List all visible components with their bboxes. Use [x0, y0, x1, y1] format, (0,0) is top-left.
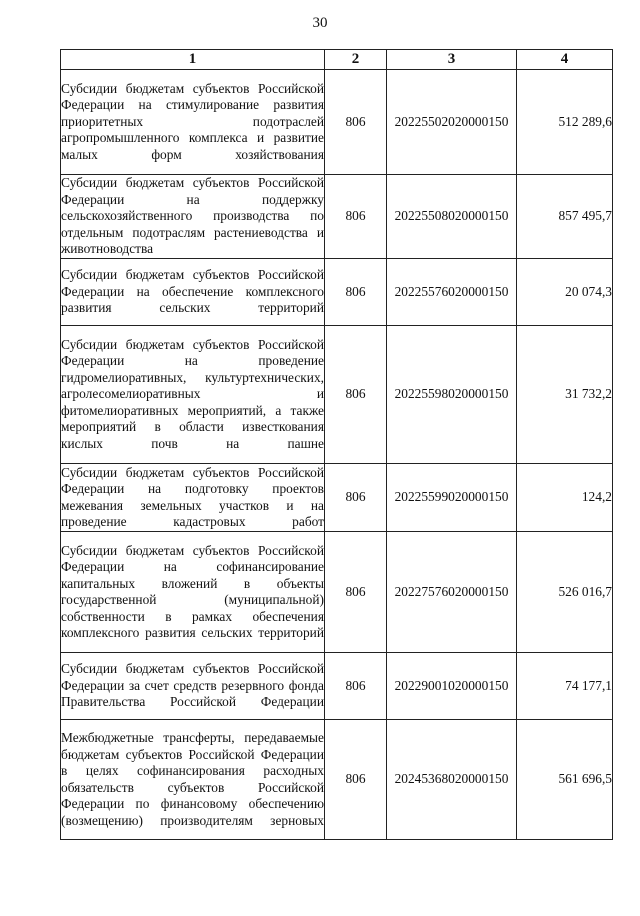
- row-amount: 512 289,6: [517, 70, 613, 175]
- row-description: Субсидии бюджетам субъектов Российской Федерации на подготовку проектов межевания земельных участков и на проведение кадастровых работ: [61, 464, 325, 532]
- row-admin-code: 806: [325, 720, 387, 840]
- row-admin-code: 806: [325, 70, 387, 175]
- row-description: Субсидии бюджетам субъектов Российской Федерации на проведение гидромелиоративных, культуртехнических, агролесомелиоративных и фитомелиоративных мероприятий, а также мероприятий в области известкования кислых почв на пашне: [61, 326, 325, 464]
- row-amount: 561 696,5: [517, 720, 613, 840]
- row-description: Межбюджетные трансферты, передаваемые бюджетам субъектов Российской Федерации в целях софинансирования расходных обязательств субъектов Российской Федерации по финансовому обеспечению (возмещению) производителям зерновых: [61, 720, 325, 840]
- row-description: Субсидии бюджетам субъектов Российской Федерации на софинансирование капитальных вложений в объекты государственной (муниципальной) собственности в рамках обеспечения комплексного развития сельских территорий: [61, 532, 325, 653]
- row-budget-code: 20225598020000150: [387, 326, 517, 464]
- row-amount: 857 495,7: [517, 175, 613, 259]
- row-admin-code: 806: [325, 326, 387, 464]
- table-header-row: [61, 50, 613, 70]
- row-amount: 124,2: [517, 464, 613, 532]
- row-description: Субсидии бюджетам субъектов Российской Федерации на стимулирование развития приоритетных подотраслей агропромышленного комплекса и развитие малых форм хозяйствования: [61, 70, 325, 175]
- table-row: [61, 720, 613, 840]
- row-budget-code: 20245368020000150: [387, 720, 517, 840]
- budget-revenue-table: [60, 49, 613, 840]
- row-admin-code: 806: [325, 532, 387, 653]
- row-admin-code: 806: [325, 259, 387, 326]
- row-budget-code: 20225508020000150: [387, 175, 517, 259]
- table-row: [61, 259, 613, 326]
- table-row: [61, 175, 613, 259]
- table-row: [61, 464, 613, 532]
- column-header-3: 3: [387, 50, 517, 70]
- row-amount: 31 732,2: [517, 326, 613, 464]
- row-admin-code: 806: [325, 653, 387, 720]
- row-description: Субсидии бюджетам субъектов Российской Федерации на поддержку сельскохозяйственного производства по отдельным подотраслям растениеводства и животноводства: [61, 175, 325, 259]
- row-description: Субсидии бюджетам субъектов Российской Федерации за счет средств резервного фонда Правительства Российской Федерации: [61, 653, 325, 720]
- column-header-1: 1: [61, 50, 325, 70]
- table-row: [61, 532, 613, 653]
- row-budget-code: 20225576020000150: [387, 259, 517, 326]
- row-budget-code: 20225502020000150: [387, 70, 517, 175]
- row-admin-code: 806: [325, 175, 387, 259]
- row-budget-code: 20229001020000150: [387, 653, 517, 720]
- row-amount: 74 177,1: [517, 653, 613, 720]
- column-header-4: 4: [517, 50, 613, 70]
- column-header-2: 2: [325, 50, 387, 70]
- row-amount: 20 074,3: [517, 259, 613, 326]
- table-row: [61, 326, 613, 464]
- table-row: [61, 70, 613, 175]
- row-description: Субсидии бюджетам субъектов Российской Федерации на обеспечение комплексного развития сельских территорий: [61, 259, 325, 326]
- row-amount: 526 016,7: [517, 532, 613, 653]
- row-budget-code: 20227576020000150: [387, 532, 517, 653]
- row-admin-code: 806: [325, 464, 387, 532]
- row-budget-code: 20225599020000150: [387, 464, 517, 532]
- page-number: 30: [312, 15, 328, 31]
- table-row: [61, 653, 613, 720]
